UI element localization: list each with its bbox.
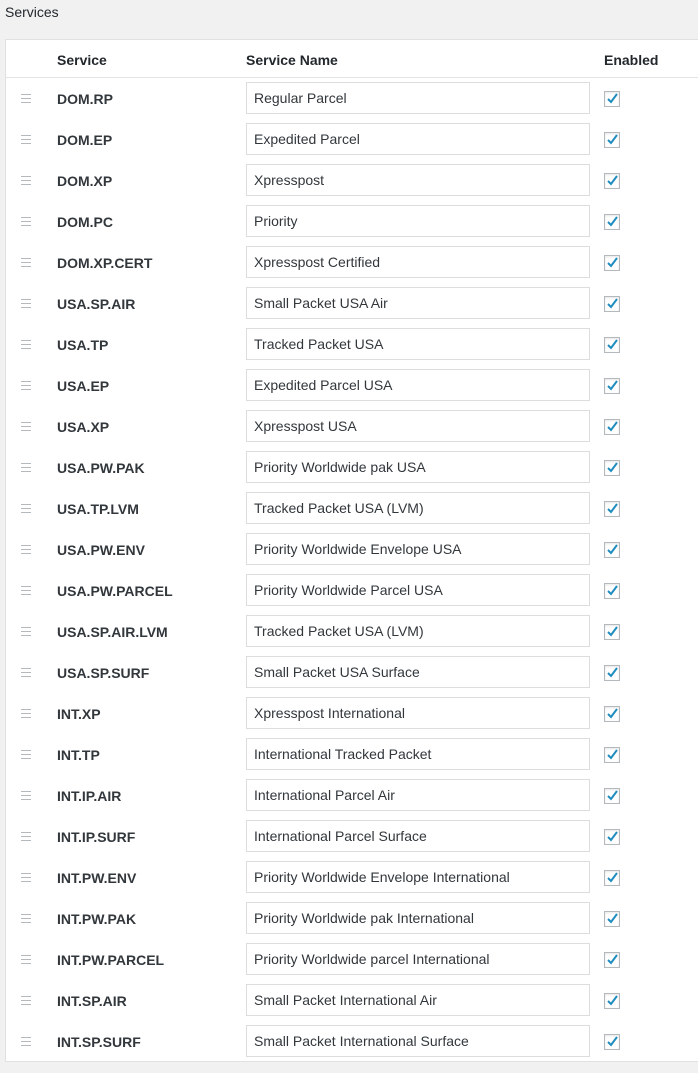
table-row — [6, 448, 698, 489]
checkmark-icon — [606, 666, 619, 679]
enabled-checkbox[interactable] — [604, 706, 620, 722]
table-row — [6, 120, 698, 161]
enabled-checkbox[interactable] — [604, 91, 620, 107]
checkmark-icon — [606, 1035, 619, 1048]
service-name-input[interactable] — [246, 533, 590, 565]
checkmark-icon — [606, 92, 619, 105]
drag-handle-icon[interactable] — [21, 340, 31, 349]
service-name-input[interactable] — [246, 123, 590, 155]
service-name-input[interactable] — [246, 82, 590, 114]
enabled-checkbox[interactable] — [604, 214, 620, 230]
service-name-input[interactable] — [246, 820, 590, 852]
enabled-checkbox[interactable] — [604, 870, 620, 886]
service-name-input[interactable] — [246, 574, 590, 606]
drag-handle-icon[interactable] — [21, 135, 31, 144]
checkmark-icon — [606, 215, 619, 228]
service-code: USA.SP.AIR — [57, 296, 136, 312]
drag-handle-icon[interactable] — [21, 94, 31, 103]
table-row — [6, 202, 698, 243]
checkmark-icon — [606, 584, 619, 597]
drag-handle-icon[interactable] — [21, 791, 31, 800]
table-row — [6, 571, 698, 612]
service-code: DOM.XP — [57, 173, 113, 189]
service-name-input[interactable] — [246, 738, 590, 770]
service-code: INT.SP.AIR — [57, 993, 127, 1009]
service-name-input[interactable] — [246, 943, 590, 975]
enabled-checkbox[interactable] — [604, 911, 620, 927]
service-name-input[interactable] — [246, 369, 590, 401]
checkmark-icon — [606, 133, 619, 146]
table-row — [6, 694, 698, 735]
service-name-input[interactable] — [246, 164, 590, 196]
enabled-checkbox[interactable] — [604, 419, 620, 435]
checkmark-icon — [606, 871, 619, 884]
service-code: DOM.PC — [57, 214, 113, 230]
checkmark-icon — [606, 256, 619, 269]
enabled-checkbox[interactable] — [604, 501, 620, 517]
drag-handle-icon[interactable] — [21, 709, 31, 718]
table-row — [6, 325, 698, 366]
checkmark-icon — [606, 789, 619, 802]
table-row — [6, 858, 698, 899]
enabled-checkbox[interactable] — [604, 829, 620, 845]
checkmark-icon — [606, 953, 619, 966]
table-row — [6, 489, 698, 530]
table-row — [6, 653, 698, 694]
table-row — [6, 817, 698, 858]
enabled-checkbox[interactable] — [604, 747, 620, 763]
drag-handle-icon[interactable] — [21, 873, 31, 882]
service-name-input[interactable] — [246, 287, 590, 319]
checkmark-icon — [606, 502, 619, 515]
enabled-checkbox[interactable] — [604, 788, 620, 804]
services-table — [5, 39, 698, 1062]
enabled-checkbox[interactable] — [604, 993, 620, 1009]
service-code: INT.IP.SURF — [57, 829, 136, 845]
service-code: USA.SP.AIR.LVM — [57, 624, 168, 640]
table-row — [6, 79, 698, 120]
checkmark-icon — [606, 912, 619, 925]
drag-handle-icon[interactable] — [21, 832, 31, 841]
checkmark-icon — [606, 338, 619, 351]
service-name-input[interactable] — [246, 615, 590, 647]
service-name-input[interactable] — [246, 697, 590, 729]
checkmark-icon — [606, 830, 619, 843]
header-service: Service — [57, 52, 107, 68]
drag-handle-icon[interactable] — [21, 1037, 31, 1046]
enabled-checkbox[interactable] — [604, 624, 620, 640]
service-name-input[interactable] — [246, 451, 590, 483]
service-code: USA.TP — [57, 337, 109, 353]
enabled-checkbox[interactable] — [604, 255, 620, 271]
service-code: INT.XP — [57, 706, 101, 722]
table-row — [6, 161, 698, 202]
service-name-input[interactable] — [246, 861, 590, 893]
enabled-checkbox[interactable] — [604, 132, 620, 148]
service-code: INT.PW.PAK — [57, 911, 137, 927]
checkmark-icon — [606, 379, 619, 392]
enabled-checkbox[interactable] — [604, 337, 620, 353]
enabled-checkbox[interactable] — [604, 1034, 620, 1050]
service-code: DOM.RP — [57, 91, 113, 107]
drag-handle-icon[interactable] — [21, 217, 31, 226]
drag-handle-icon[interactable] — [21, 586, 31, 595]
service-code: DOM.EP — [57, 132, 113, 148]
enabled-checkbox[interactable] — [604, 460, 620, 476]
service-name-input[interactable] — [246, 656, 590, 688]
table-row — [6, 776, 698, 817]
service-name-input[interactable] — [246, 246, 590, 278]
service-code: INT.PW.ENV — [57, 870, 137, 886]
drag-handle-icon[interactable] — [21, 381, 31, 390]
drag-handle-icon[interactable] — [21, 422, 31, 431]
service-code: USA.PW.PARCEL — [57, 583, 173, 599]
drag-handle-icon[interactable] — [21, 668, 31, 677]
checkmark-icon — [606, 543, 619, 556]
table-row — [6, 243, 698, 284]
enabled-checkbox[interactable] — [604, 296, 620, 312]
service-name-input[interactable] — [246, 410, 590, 442]
service-code: USA.TP.LVM — [57, 501, 139, 517]
service-code: USA.PW.PAK — [57, 460, 145, 476]
table-row — [6, 735, 698, 776]
table-row — [6, 284, 698, 325]
drag-handle-icon[interactable] — [21, 914, 31, 923]
checkmark-icon — [606, 420, 619, 433]
checkmark-icon — [606, 707, 619, 720]
enabled-checkbox[interactable] — [604, 665, 620, 681]
checkmark-icon — [606, 748, 619, 761]
checkmark-icon — [606, 461, 619, 474]
service-code: INT.IP.AIR — [57, 788, 122, 804]
table-row — [6, 366, 698, 407]
checkmark-icon — [606, 994, 619, 1007]
table-header — [6, 40, 698, 78]
table-row — [6, 981, 698, 1022]
service-code: INT.PW.PARCEL — [57, 952, 165, 968]
drag-handle-icon[interactable] — [21, 545, 31, 554]
drag-handle-icon[interactable] — [21, 504, 31, 513]
drag-handle-icon[interactable] — [21, 299, 31, 308]
service-name-input[interactable] — [246, 1025, 590, 1057]
table-row — [6, 530, 698, 571]
drag-handle-icon[interactable] — [21, 258, 31, 267]
drag-handle-icon[interactable] — [21, 176, 31, 185]
enabled-checkbox[interactable] — [604, 542, 620, 558]
service-code: INT.TP — [57, 747, 100, 763]
drag-handle-icon[interactable] — [21, 627, 31, 636]
service-name-input[interactable] — [246, 779, 590, 811]
table-row — [6, 940, 698, 981]
header-enabled: Enabled — [604, 52, 659, 68]
service-code: USA.EP — [57, 378, 110, 394]
drag-handle-icon[interactable] — [21, 750, 31, 759]
table-row — [6, 1022, 698, 1063]
enabled-checkbox[interactable] — [604, 173, 620, 189]
service-name-input[interactable] — [246, 984, 590, 1016]
checkmark-icon — [606, 174, 619, 187]
checkmark-icon — [606, 297, 619, 310]
checkmark-icon — [606, 625, 619, 638]
service-code: USA.SP.SURF — [57, 665, 150, 681]
service-code: INT.SP.SURF — [57, 1034, 141, 1050]
section-title: Services — [5, 4, 59, 20]
service-name-input[interactable] — [246, 205, 590, 237]
enabled-checkbox[interactable] — [604, 378, 620, 394]
drag-handle-icon[interactable] — [21, 463, 31, 472]
service-code: DOM.XP.CERT — [57, 255, 153, 271]
service-name-input[interactable] — [246, 902, 590, 934]
table-row — [6, 899, 698, 940]
drag-handle-icon[interactable] — [21, 996, 31, 1005]
enabled-checkbox[interactable] — [604, 583, 620, 599]
enabled-checkbox[interactable] — [604, 952, 620, 968]
service-code: USA.XP — [57, 419, 110, 435]
table-row — [6, 407, 698, 448]
service-name-input[interactable] — [246, 492, 590, 524]
service-name-input[interactable] — [246, 328, 590, 360]
header-service-name: Service Name — [246, 52, 338, 68]
service-code: USA.PW.ENV — [57, 542, 145, 558]
table-row — [6, 612, 698, 653]
drag-handle-icon[interactable] — [21, 955, 31, 964]
